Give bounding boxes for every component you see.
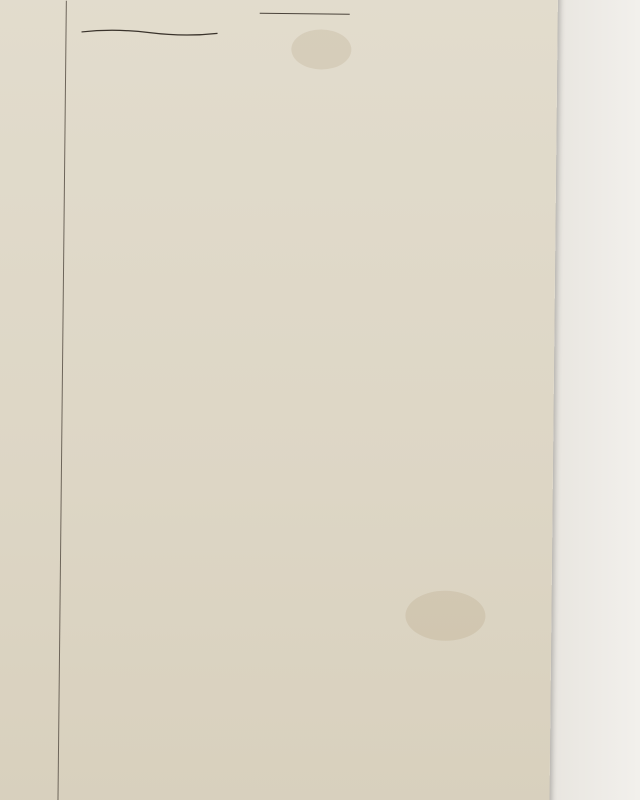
background-surface (548, 0, 640, 800)
subhead-line (79, 48, 529, 53)
adjacent-column-fragment (0, 8, 62, 799)
section-divider (260, 13, 350, 15)
article-column (79, 1, 530, 59)
subhead-line (79, 48, 529, 53)
paper-stain (405, 590, 486, 641)
previous-article-ending (80, 1, 530, 6)
ornament-rule (79, 28, 219, 37)
subhead-line (79, 48, 529, 53)
subheadline (79, 48, 529, 53)
